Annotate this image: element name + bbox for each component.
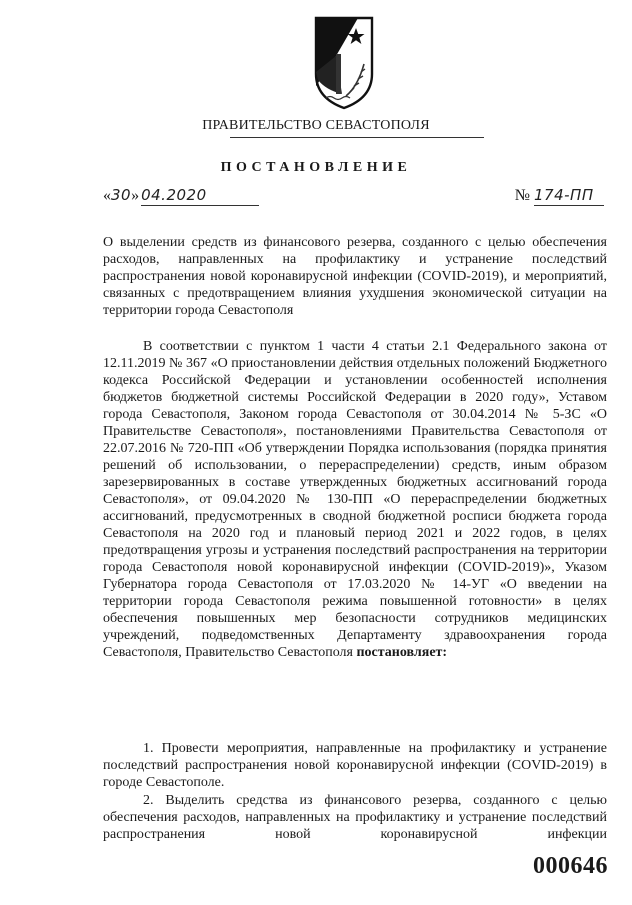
decree-preamble — [103, 338, 607, 661]
resolving-verb: постановляет: — [356, 645, 448, 660]
decree-item-2: 2. Выделить средства из финансового резерва, созданного с целью обеспечения расходов, направленных на профилактику и устранение последствий распространения новой коронавирусной инфекции — [103, 793, 607, 842]
date-field — [103, 186, 259, 206]
decree-item-1: 1. Провести мероприятия, направленные на профилактику и устранение последствий распространения новой коронавирусной инфекции (COVID-2019) в городе Севастополе. — [103, 741, 607, 790]
document-serial-number: 000646 — [533, 853, 608, 879]
date-close-quote: » — [131, 187, 140, 204]
decree-subject: О выделении средств из финансового резерва, созданного с целью обеспечения расходов, направленных на профилактику и устранение последствий распространения новой коронавирусной инфекции (COVID-2019), и мероприятий, связанных с предотвращением влияния ухудшения экономической ситуации на территории города Севастополя — [103, 235, 607, 318]
preamble-text: В соответствии с пунктом 1 части 4 статьи 2.1 Федерального закона от 12.11.2019 № 367 «О приостановлении действия отдельных положений Бюджетного кодекса Российской Федерации и установлении особенностей исполнения бюджетов бюджетной системы Российской Федерации в 2020 году», Уставом города Севастополя, Законом города Севастополя от 30.04.2014 № 5-ЗС «О Правительстве Севастополя», постановлениями Правительства Севастополя от 22.07.2016 № 720-ПП «Об утверждении Порядка использования (порядка принятия решений об использовании, о перераспределении) средств, иным образом зарезервированных в составе утвержденных бюджетных ассигнований города Севастополя», от 09.04.2020 № 130-ПП «О перераспределении бюджетных ассигнований, предусмотренных в сводной бюджетной росписи бюджета города Севастополя на 2020 год и плановый период 2021 и 2022 годов, в целях предотвращения угрозы и устранения последствий распространения на территории города Севастополя новой коронавирусной инфекции (COVID-2019)», Указом Губернатора города Севастополя от 17.03.2020 № 14-УГ «О введении на территории города Севастополя режима повышенной готовности» в целях обеспечения повышенных мер безопасности сотрудников медицинских учреждений, подведомственных Департаменту здравоохранения города Севастополя, Правительство Севастополя — [103, 339, 607, 660]
number-prefix: № — [514, 187, 530, 204]
document-number-field — [515, 186, 604, 206]
monument-column — [336, 54, 341, 94]
date-open-quote: « — [103, 187, 111, 204]
organization-underline — [230, 137, 484, 138]
document-type-title: ПОСТАНОВЛЕНИЕ — [220, 160, 412, 175]
organization-name: ПРАВИТЕЛЬСТВО СЕВАСТОПОЛЯ — [202, 118, 430, 133]
date-month-year-handwritten: 04.2020 — [141, 186, 207, 204]
date-day-handwritten: 30 — [111, 186, 132, 204]
sevastopol-coat-of-arms-emblem — [312, 16, 376, 112]
document-number-handwritten: 174-ПП — [534, 186, 594, 204]
